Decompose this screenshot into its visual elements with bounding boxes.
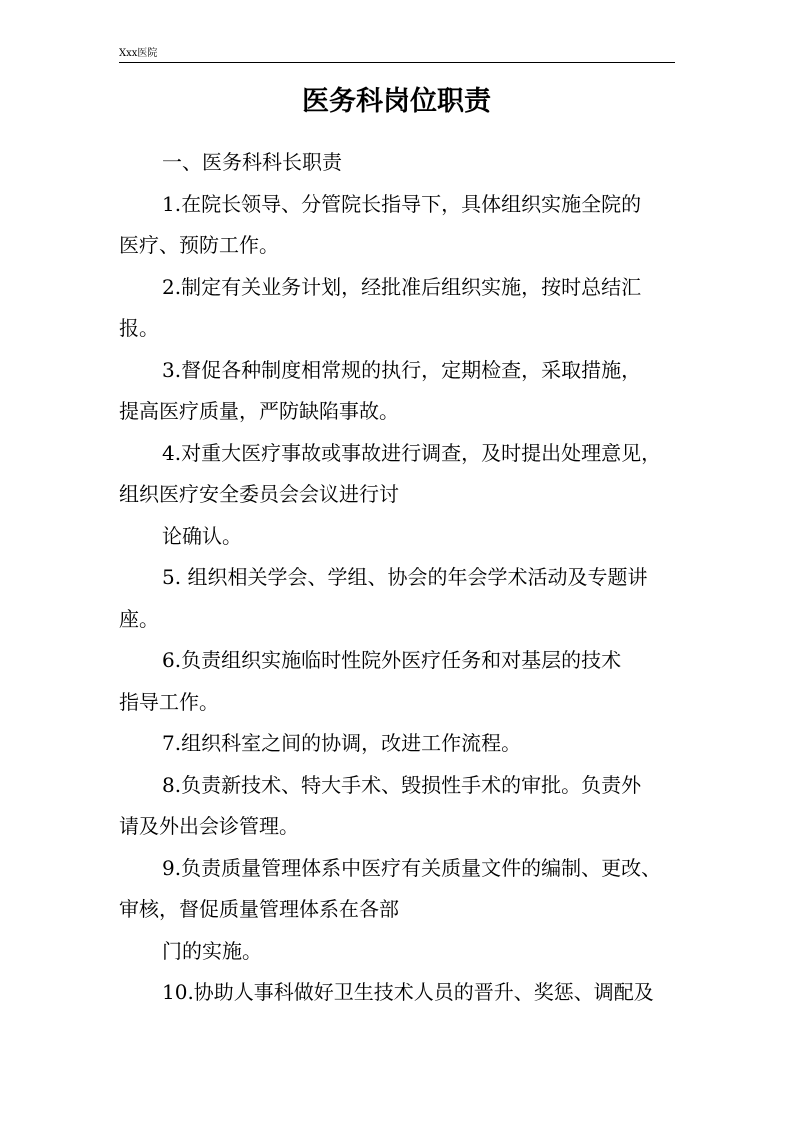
document-title: 医务科岗位职责 (302, 86, 491, 117)
body-line: 10.协助人事科做好卫生技术人员的晋升、奖惩、调配及 (162, 980, 654, 1004)
body-line: 请及外出会诊管理。 (119, 814, 299, 838)
body-line: 论确认。 (162, 523, 242, 548)
body-line: 提高医疗质量，严防缺陷事故。 (119, 399, 399, 423)
body-line: 2.制定有关业务计划，经批准后组织实施，按时总结汇 (162, 274, 642, 299)
body-line: 审核，督促质量管理体系在各部 (119, 897, 399, 921)
body-line: 报。 (119, 316, 159, 340)
body-line: 门的实施。 (162, 938, 262, 963)
page-header (119, 48, 675, 63)
body-line: 一、医务科科长职责 (162, 150, 342, 174)
document-body (119, 142, 679, 1014)
body-line: 5. 组织相关学会、学组、协会的年会学术活动及专题讲 (162, 565, 648, 589)
body-line: 9.负责质量管理体系中医疗有关质量文件的编制、更改、 (162, 855, 662, 880)
body-line: 4.对重大医疗事故或事故进行调查，及时提出处理意见， (162, 440, 662, 465)
body-line: 指导工作。 (119, 689, 219, 714)
header-org-name: Xxx医院 (119, 48, 158, 59)
body-line: 6.负责组织实施临时性院外医疗任务和对基层的技术 (162, 648, 622, 672)
body-line: 7.组织科室之间的协调，改进工作流程。 (162, 731, 522, 755)
body-line: 医疗、预防工作。 (119, 233, 279, 257)
body-line: 组织医疗安全委员会会议进行讨 (119, 482, 399, 506)
body-line: 8.负责新技术、特大手术、毁损性手术的审批。负责外 (162, 772, 642, 797)
body-line: 座。 (119, 606, 159, 631)
body-line: 1.在院长领导、分管院长指导下，具体组织实施全院的 (162, 191, 642, 216)
body-line: 3.督促各种制度相常规的执行，定期检查，采取措施， (162, 357, 642, 382)
